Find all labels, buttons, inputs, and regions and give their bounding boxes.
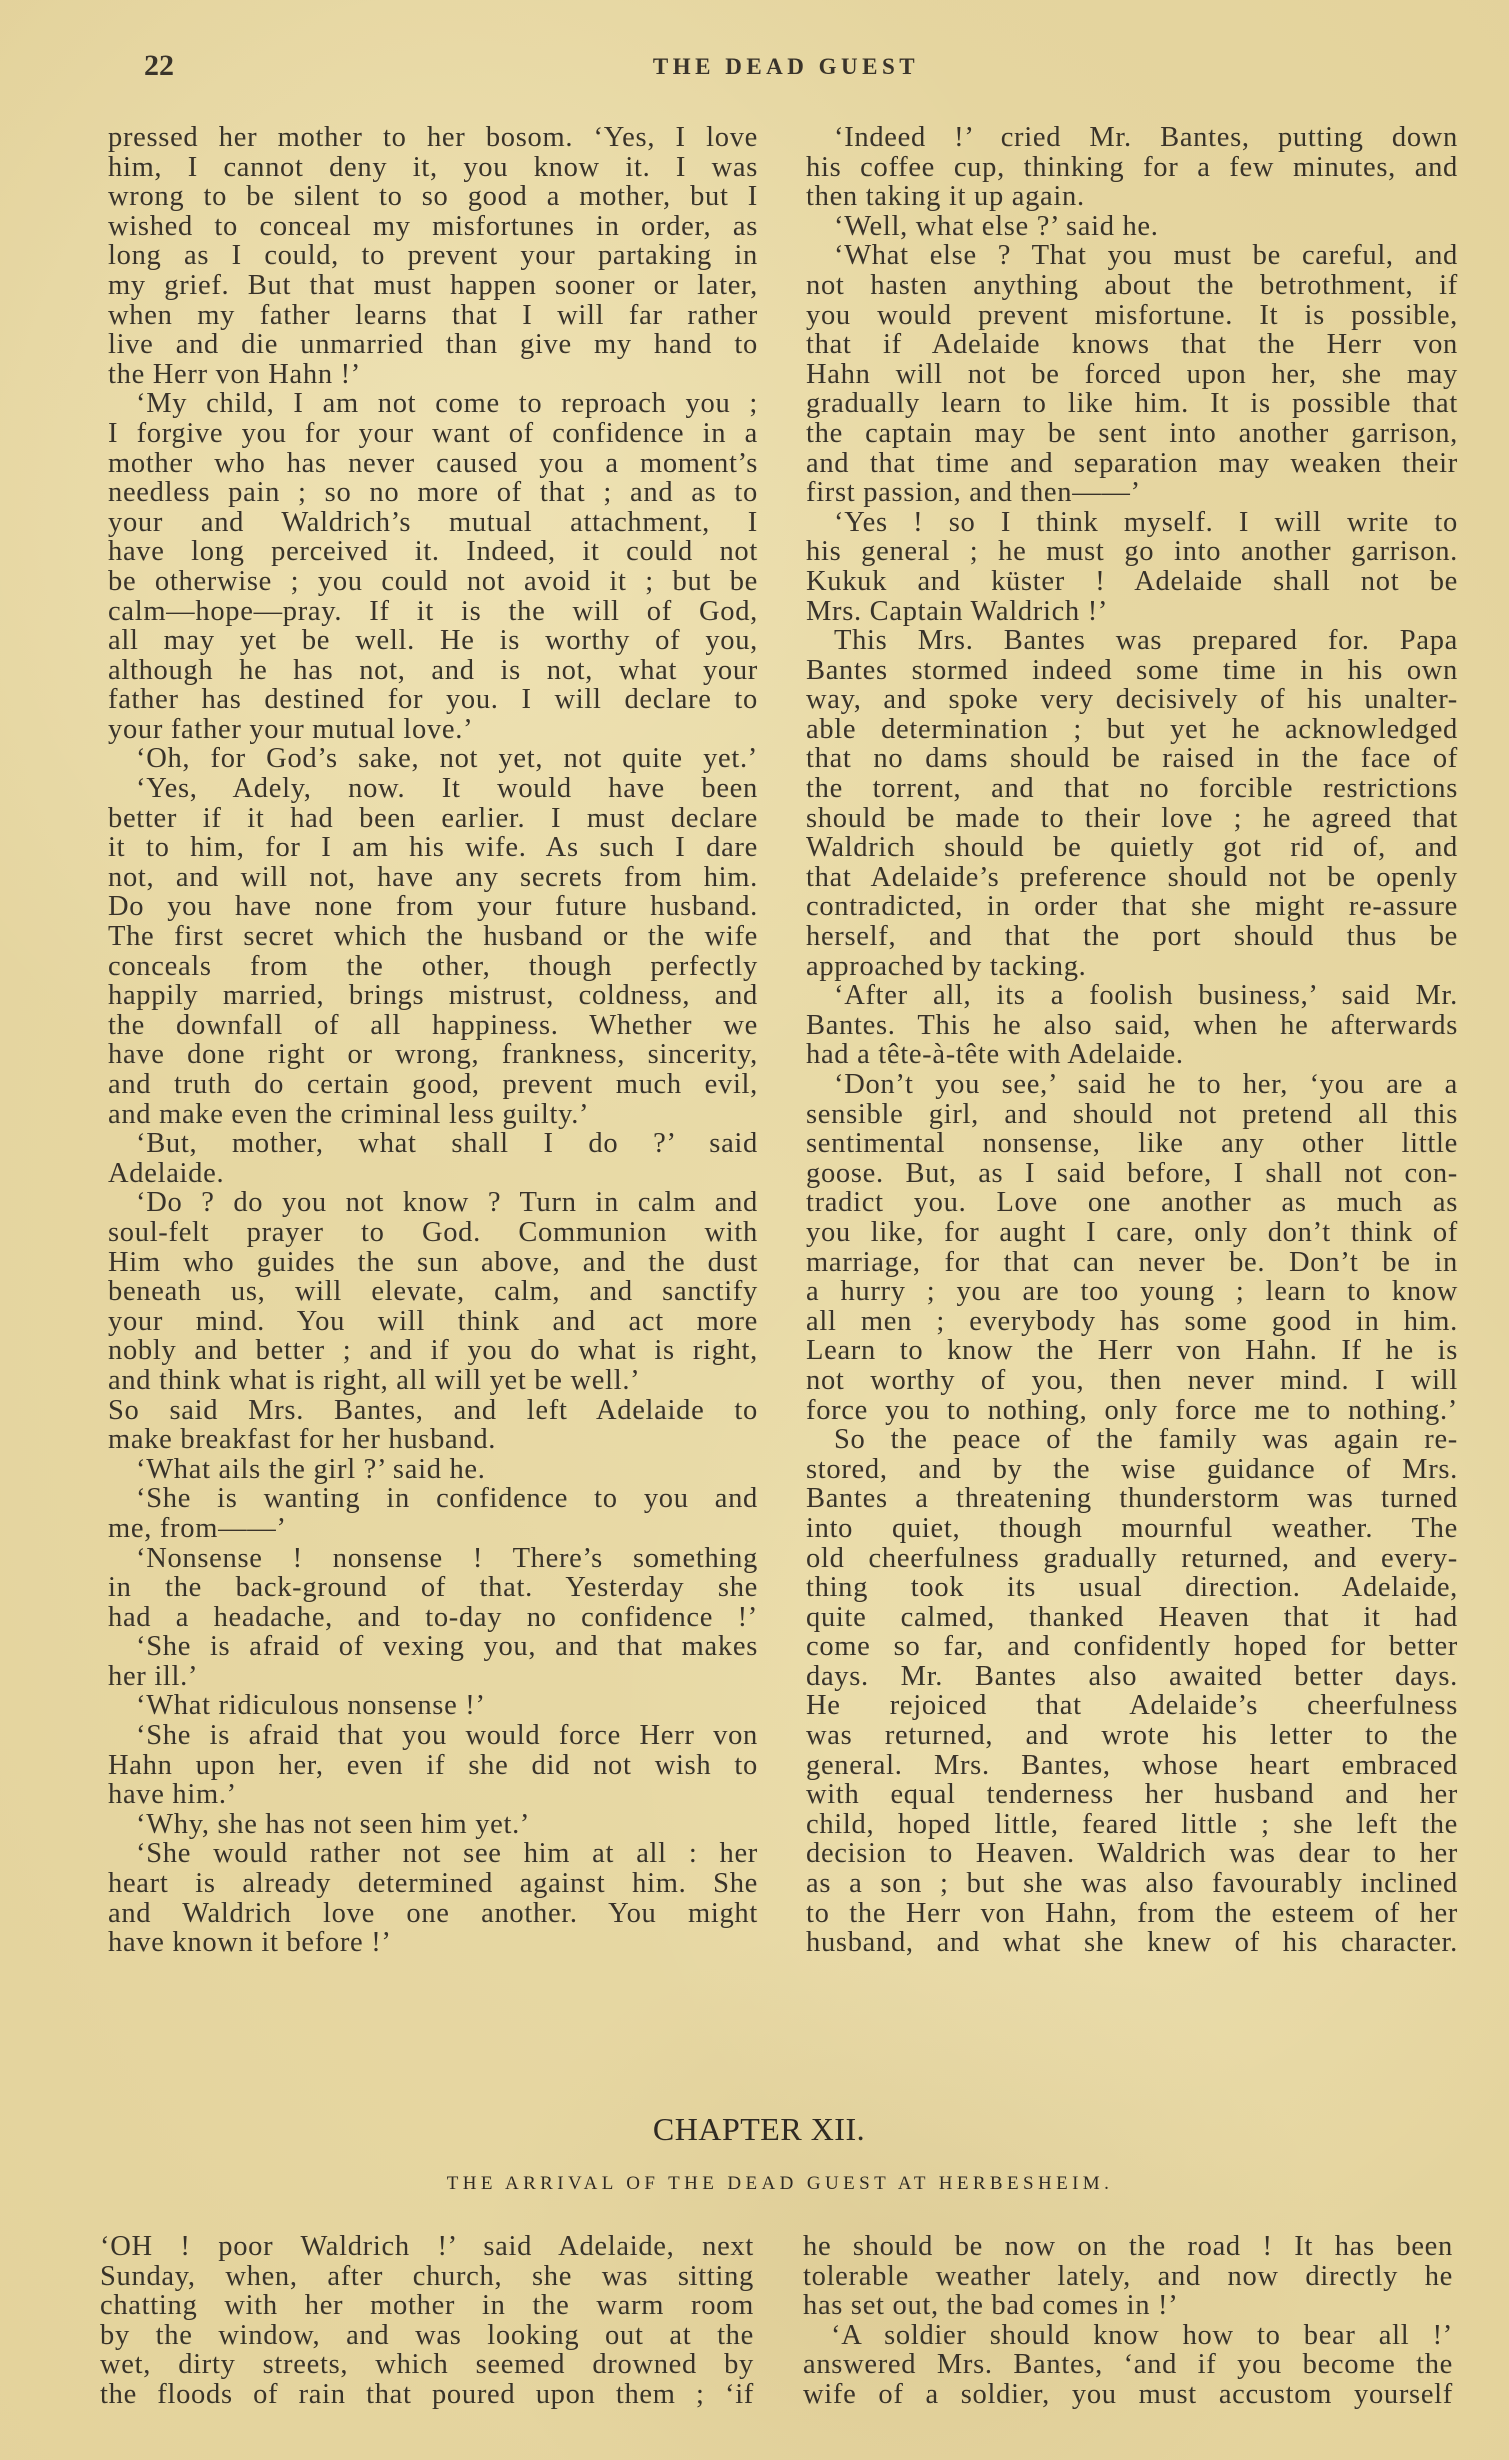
- text-line: the captain may be sent into another garrison,: [806, 417, 1458, 449]
- text-line: ‘Don’t you see,’ said he to her, ‘you are a: [834, 1069, 1458, 1100]
- page-number: 22: [144, 49, 174, 82]
- text-column-right: [806, 123, 1458, 1958]
- text-line: not, and will not, have any secrets from him.: [108, 861, 758, 893]
- text-line: into quiet, though mournful weather. The: [806, 1512, 1458, 1544]
- text-line: tolerable weather lately, and now directly he: [803, 2260, 1453, 2292]
- text-line: ‘Why, she has not seen him yet.’: [136, 1808, 531, 1840]
- text-line: all may yet be well. He is worthy of you,: [108, 625, 758, 657]
- text-line: you would prevent misfortune. It is possible,: [806, 299, 1458, 331]
- paragraph: [806, 508, 1458, 626]
- text-line: old cheerfulness gradually returned, and every-: [806, 1542, 1458, 1574]
- text-line: the Herr von Hahn !’: [108, 358, 361, 390]
- paragraph: [108, 774, 758, 1129]
- text-line: and think what is right, all will yet be well.’: [108, 1364, 641, 1396]
- text-line: gradually learn to like him. It is possible that: [806, 388, 1458, 420]
- text-line: your father your mutual love.’: [108, 713, 474, 745]
- text-line: The first secret which the husband or the wife: [108, 921, 758, 953]
- text-line: has set out, the bad comes in !’: [803, 2290, 1179, 2322]
- text-line: So said Mrs. Bantes, and left Adelaide to: [108, 1394, 758, 1426]
- text-column-left: [108, 123, 758, 1958]
- text-line: as a son ; but she was also favourably inclined: [806, 1868, 1458, 1900]
- text-line: needless pain ; so no more of that ; and as to: [108, 477, 758, 509]
- paragraph: [806, 212, 1458, 242]
- text-line: and that time and separation may weaken their: [806, 447, 1458, 479]
- text-line: child, hoped little, feared little ; she left the: [806, 1808, 1458, 1840]
- paragraph: [108, 1188, 758, 1395]
- text-line: chatting with her mother in the warm room: [100, 2290, 754, 2322]
- text-line: quite calmed, thanked Heaven that it had: [806, 1601, 1458, 1633]
- text-line: that Adelaide’s preference should not be openly: [806, 861, 1458, 893]
- text-line: my grief. But that must happen sooner or later,: [108, 269, 758, 301]
- text-line: make breakfast for her husband.: [108, 1424, 497, 1456]
- text-line: not worthy of you, then never mind. I will: [806, 1364, 1458, 1396]
- text-line: ‘After all, its a foolish business,’ said Mr.: [834, 980, 1458, 1012]
- text-line: Learn to know the Herr von Hahn. If he is: [806, 1335, 1458, 1367]
- paragraph: [108, 389, 758, 744]
- running-title: THE DEAD GUEST: [652, 54, 920, 79]
- text-line: had a tête-à-tête with Adelaide.: [806, 1039, 1184, 1071]
- paragraph: [108, 1544, 758, 1633]
- text-line: Waldrich should be quietly got rid of, and: [806, 832, 1458, 864]
- text-line: ‘Well, what else ?’ said he.: [834, 210, 1159, 242]
- paragraph: [806, 241, 1458, 507]
- text-line: come so far, and confidently hoped for better: [806, 1631, 1458, 1663]
- text-line: ‘She is afraid that you would force Herr von: [136, 1720, 758, 1752]
- text-line: ‘What ails the girl ?’ said he.: [136, 1453, 486, 1485]
- text-line: although he has not, and is not, what your: [108, 654, 758, 686]
- text-line: in the back-ground of that. Yesterday she: [108, 1572, 758, 1604]
- text-line: beneath us, will elevate, calm, and sanctify: [108, 1276, 758, 1308]
- paragraph: [108, 1632, 758, 1691]
- text-line: Bantes a threatening thunderstorm was turned: [806, 1483, 1458, 1515]
- paragraph: [108, 1721, 758, 1810]
- text-line: marriage, for that can never be. Don’t be in: [806, 1246, 1458, 1278]
- text-line: able determination ; but yet he acknowledged: [806, 713, 1458, 745]
- text-line: father has destined for you. I will declare to: [108, 684, 758, 716]
- text-line: mother who has never caused you a moment’s: [108, 447, 758, 479]
- text-line: and make even the criminal less guilty.’: [108, 1098, 590, 1130]
- text-line: not hasten anything about the betrothment, if: [806, 269, 1458, 301]
- text-line: that no dams should be raised in the face of: [806, 743, 1458, 775]
- text-line: way, and spoke very decisively of his unalter-: [806, 684, 1458, 716]
- chapter-text-column-left: [100, 2232, 754, 2410]
- text-line: by the window, and was looking out at the: [100, 2319, 754, 2351]
- paragraph: [803, 2321, 1453, 2410]
- text-line: him, I cannot deny it, you know it. I was: [108, 151, 758, 183]
- text-line: heart is already determined against him. She: [108, 1868, 758, 1900]
- text-line: you like, for aught I care, only don’t think of: [806, 1216, 1458, 1248]
- text-line: his general ; he must go into another garrison.: [806, 536, 1458, 568]
- text-line: it to him, for I am his wife. As such I dare: [108, 832, 758, 864]
- text-line: wife of a soldier, you must accustom yourself: [803, 2378, 1453, 2410]
- paragraph: [803, 2232, 1453, 2321]
- text-line: her ill.’: [108, 1660, 199, 1692]
- text-line: ‘A soldier should know how to bear all !’: [831, 2319, 1453, 2351]
- text-line: Bantes. This he also said, when he afterwards: [806, 1009, 1458, 1041]
- text-line: Bantes stormed indeed some time in his own: [806, 654, 1458, 686]
- text-line: Do you have none from your future husband.: [108, 891, 758, 923]
- text-line: ‘Yes ! so I think myself. I will write to: [834, 506, 1458, 538]
- text-line: sensible girl, and should not pretend all this: [806, 1098, 1458, 1130]
- text-line: he should be now on the road ! It has been: [803, 2231, 1453, 2262]
- paragraph: [806, 626, 1458, 981]
- text-line: his coffee cup, thinking for a few minutes, and: [806, 151, 1458, 183]
- text-line: ‘Nonsense ! nonsense ! There’s something: [136, 1542, 758, 1574]
- paragraph: [100, 2232, 754, 2410]
- text-line: days. Mr. Bantes also awaited better days.: [806, 1660, 1458, 1692]
- text-line: calm—hope—pray. If it is the will of God,: [108, 595, 758, 627]
- text-line: ‘She would rather not see him at all : her: [136, 1838, 758, 1870]
- text-line: decision to Heaven. Waldrich was dear to her: [806, 1838, 1458, 1870]
- text-line: ‘What ridiculous nonsense !’: [136, 1690, 486, 1722]
- text-line: then taking it up again.: [806, 181, 1085, 213]
- paragraph: [108, 744, 758, 774]
- text-line: wet, dirty streets, which seemed drowned by: [100, 2349, 754, 2381]
- text-line: conceals from the other, though perfectly: [108, 950, 758, 982]
- text-line: Him who guides the sun above, and the dust: [108, 1246, 758, 1278]
- text-line: pressed her mother to her bosom. ‘Yes, I love: [108, 122, 758, 153]
- text-line: Hahn will not be forced upon her, she may: [806, 358, 1458, 390]
- text-line: your mind. You will think and act more: [108, 1305, 758, 1337]
- text-line: Sunday, when, after church, she was sitting: [100, 2260, 754, 2292]
- text-line: long as I could, to prevent your partaking in: [108, 240, 758, 272]
- text-line: live and die unmarried than give my hand to: [108, 329, 758, 361]
- text-line: your and Waldrich’s mutual attachment, I: [108, 506, 758, 538]
- text-line: wrong to be silent to so good a mother, but I: [108, 181, 758, 213]
- text-line: Hahn upon her, even if she did not wish to: [108, 1749, 758, 1781]
- text-line: ‘Indeed !’ cried Mr. Bantes, putting down: [834, 122, 1458, 153]
- text-line: happily married, brings mistrust, coldness, and: [108, 980, 758, 1012]
- text-line: general. Mrs. Bantes, whose heart embraced: [806, 1749, 1458, 1781]
- text-line: and truth do certain good, prevent much evil,: [108, 1069, 758, 1100]
- chapter-heading: CHAPTER XII.: [652, 2111, 866, 2147]
- text-line: the downfall of all happiness. Whether we: [108, 1009, 758, 1041]
- chapter-subtitle: THE ARRIVAL OF THE DEAD GUEST AT HERBESHEIM.: [446, 2173, 1114, 2194]
- text-line: soul-felt prayer to God. Communion with: [108, 1216, 758, 1248]
- paragraph: [108, 1129, 758, 1188]
- paragraph: [806, 1425, 1458, 1958]
- text-line: ‘Do ? do you not know ? Turn in calm and: [136, 1187, 758, 1219]
- text-line: ‘My child, I am not come to reproach you ;: [136, 388, 758, 420]
- text-line: have done right or wrong, frankness, sincerity,: [108, 1039, 758, 1071]
- text-line: goose. But, as I said before, I shall not con-: [806, 1157, 1458, 1189]
- paragraph: [806, 1070, 1458, 1425]
- text-line: all men ; everybody has some good in him.: [806, 1305, 1458, 1337]
- paragraph: [806, 981, 1458, 1070]
- text-line: be otherwise ; you could not avoid it ; but be: [108, 565, 758, 597]
- text-line: Adelaide.: [108, 1157, 225, 1189]
- text-line: ‘Oh, for God’s sake, not yet, not quite yet.’: [136, 743, 758, 775]
- text-line: when my father learns that I will far rather: [108, 299, 758, 331]
- paragraph: [108, 1691, 758, 1721]
- text-line: me, from——’: [108, 1512, 287, 1544]
- text-line: ‘OH ! poor Waldrich !’ said Adelaide, next: [100, 2231, 754, 2262]
- text-line: Kukuk and küster ! Adelaide shall not be: [806, 565, 1458, 597]
- text-line: thing took its usual direction. Adelaide,: [806, 1572, 1458, 1604]
- text-line: I forgive you for your want of confidence in a: [108, 417, 758, 449]
- text-line: have known it before !’: [108, 1927, 392, 1959]
- text-line: the floods of rain that poured upon them ; ‘if: [100, 2378, 754, 2410]
- text-line: This Mrs. Bantes was prepared for. Papa: [834, 625, 1458, 657]
- chapter-text-column-right: [803, 2232, 1453, 2410]
- text-line: sentimental nonsense, like any other little: [806, 1128, 1458, 1160]
- text-line: have him.’: [108, 1779, 237, 1811]
- text-line: force you to nothing, only force me to nothing.’: [806, 1394, 1458, 1426]
- text-line: ‘But, mother, what shall I do ?’ said: [136, 1128, 758, 1160]
- text-line: wished to conceal my misfortunes in order, as: [108, 210, 758, 242]
- text-line: Mrs. Captain Waldrich !’: [806, 595, 1109, 627]
- text-line: with equal tenderness her husband and her: [806, 1779, 1458, 1811]
- text-line: to the Herr von Hahn, from the esteem of her: [806, 1897, 1458, 1929]
- text-line: answered Mrs. Bantes, ‘and if you become the: [803, 2349, 1453, 2381]
- text-line: nobly and better ; and if you do what is right,: [108, 1335, 758, 1367]
- paragraph: [108, 1810, 758, 1840]
- text-line: herself, and that the port should thus be: [806, 921, 1458, 953]
- paragraph: [806, 123, 1458, 212]
- text-line: have long perceived it. Indeed, it could not: [108, 536, 758, 568]
- text-line: He rejoiced that Adelaide’s cheerfulness: [806, 1690, 1458, 1722]
- paragraph: [108, 1484, 758, 1543]
- text-line: a hurry ; you are too young ; learn to know: [806, 1276, 1458, 1308]
- text-line: and Waldrich love one another. You might: [108, 1897, 758, 1929]
- paragraph: [108, 1455, 758, 1485]
- text-line: better if it had been earlier. I must declare: [108, 802, 758, 834]
- paragraph: [108, 1839, 758, 1957]
- text-line: that if Adelaide knows that the Herr von: [806, 329, 1458, 361]
- text-line: the torrent, and that no forcible restrictions: [806, 773, 1458, 805]
- text-line: husband, and what she knew of his character.: [806, 1927, 1458, 1959]
- text-line: tradict you. Love one another as much as: [806, 1187, 1458, 1219]
- text-line: ‘Yes, Adely, now. It would have been: [136, 773, 758, 805]
- text-line: should be made to their love ; he agreed that: [806, 802, 1458, 834]
- text-line: So the peace of the family was again re-: [834, 1424, 1458, 1456]
- paragraph: [108, 123, 758, 389]
- text-line: contradicted, in order that she might re-assure: [806, 891, 1458, 923]
- text-line: had a headache, and to-day no confidence !’: [108, 1601, 758, 1633]
- text-line: was returned, and wrote his letter to the: [806, 1720, 1458, 1752]
- text-line: ‘What else ? That you must be careful, and: [834, 240, 1458, 272]
- text-line: first passion, and then——’: [806, 477, 1141, 509]
- text-line: ‘She is wanting in confidence to you and: [136, 1483, 758, 1515]
- text-line: approached by tacking.: [806, 950, 1087, 982]
- paragraph: [108, 1396, 758, 1455]
- text-line: ‘She is afraid of vexing you, and that makes: [136, 1631, 758, 1663]
- text-line: stored, and by the wise guidance of Mrs.: [806, 1453, 1458, 1485]
